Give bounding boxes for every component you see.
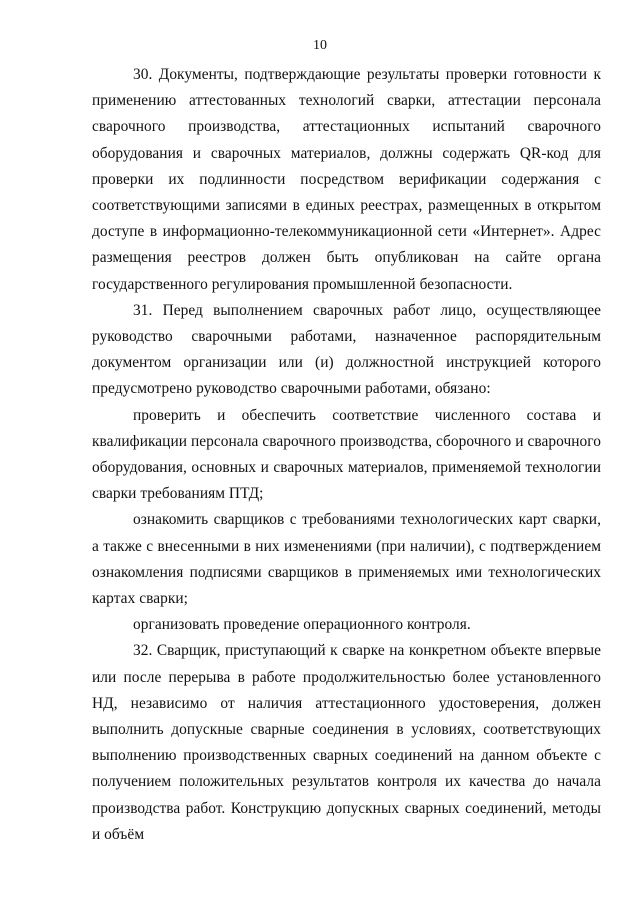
paragraph-32: 32. Сварщик, приступающий к сварке на конкретном объекте впервые или после перерыва в работе продолжительностью более установленного НД, независимо от наличия аттестационного удостоверения, должен выполнить допускные сварные соединения в условиях, соответствующих выполнению производственных сварных соединений на данном объекте с получением положительных результатов контроля их качества до начала производства работ. Конструкцию допускных сварных соединений, методы и объём <box>92 642 601 843</box>
page-number: 10 <box>313 38 327 53</box>
paragraph-30: 30. Документы, подтверждающие результаты проверки готовности к применению аттестованных технологий сварки, аттестации персонала сварочного производства, аттестационных испытаний сварочного оборудования и сварочных материалов, должны содержать QR-код для проверки их подлинности посредством верификации содержания с соответствующими записями в единых реестрах, размещенных в открытом доступе в информационно-телекоммуникационной сети «Интернет». Адрес размещения реестров должен быть опубликован на сайте органа государственного регулирования промышленной безопасности. <box>92 66 601 293</box>
paragraph-31: 31. Перед выполнением сварочных работ лицо, осуществляющее руководство сварочными работами, назначенное распорядительным документом организации или (и) должностной инструкцией которого предусмотрено руководство сварочными работами, обязано: <box>92 301 601 398</box>
paragraph-31-item-check-personnel: проверить и обеспечить соответствие численного состава и квалификации персонала сварочного производства, сборочного и сварочного оборудования, основных и сварочных материалов, применяемой технологии сварки требованиям ПТД; <box>92 406 601 503</box>
paragraph-31-item-familiarize-welders: ознакомить сварщиков с требованиями технологических карт сварки, а также с внесенными в них изменениями (при наличии), с подтверждением ознакомления подписями сварщиков в применяемых ими технологических картах сварки; <box>92 511 601 608</box>
paragraph-31-item-operational-control: организовать проведение операционного контроля. <box>133 616 471 634</box>
document-body <box>92 62 601 848</box>
